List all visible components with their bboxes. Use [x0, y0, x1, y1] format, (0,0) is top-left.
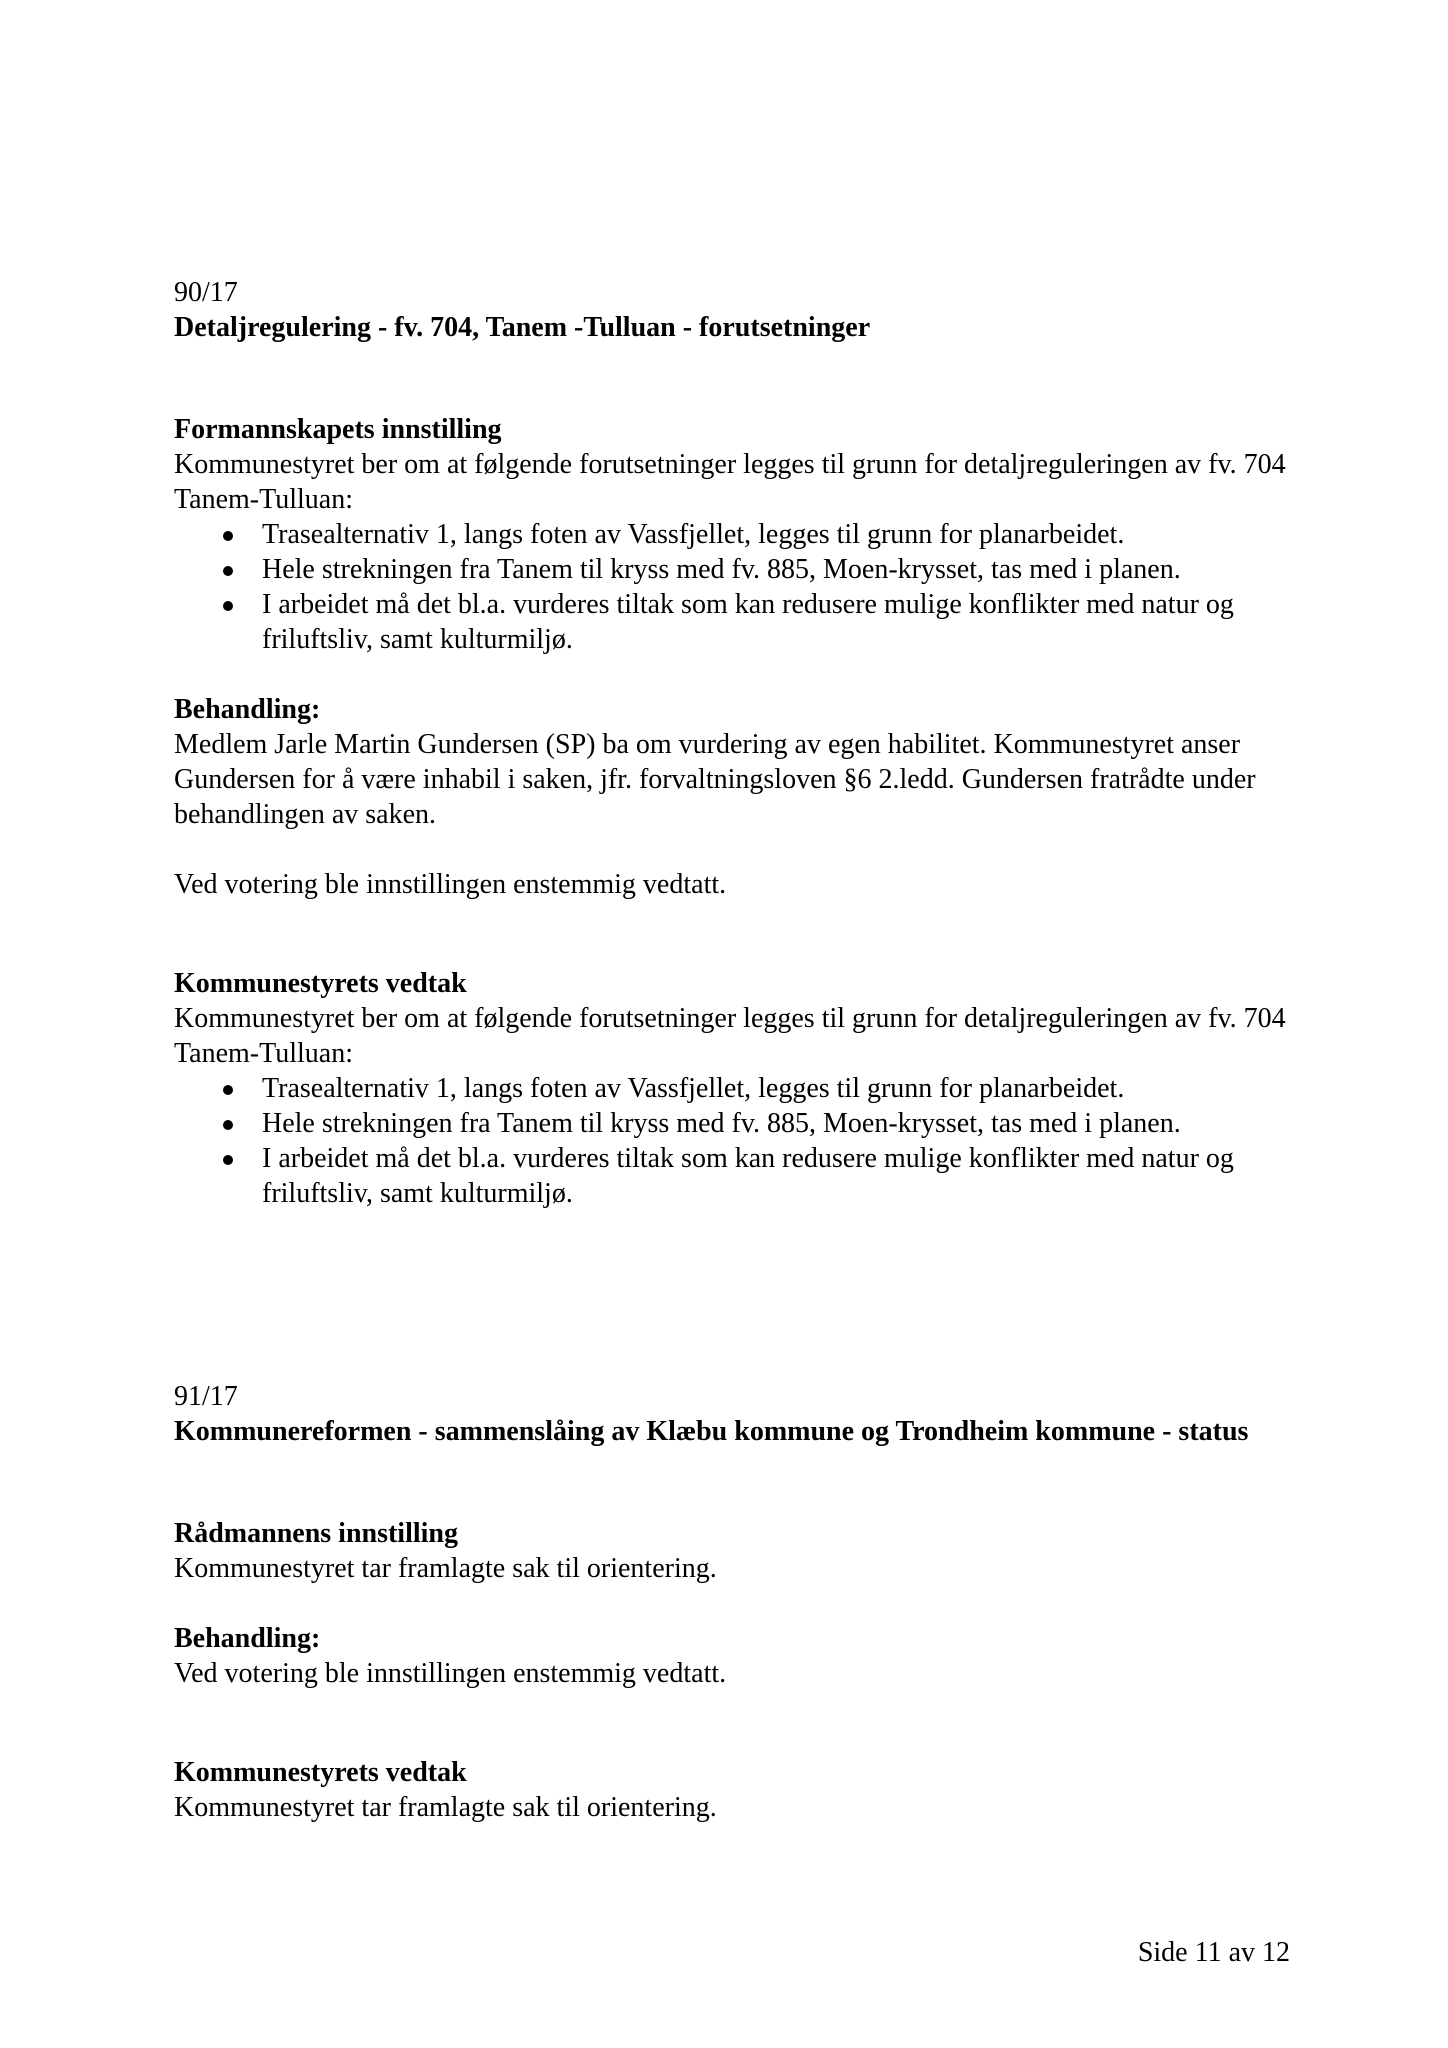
list-item: Hele strekningen fra Tanem til kryss med fv. 885, Moen-krysset, tas med i planen.: [174, 1106, 1294, 1141]
list-item: Hele strekningen fra Tanem til kryss med fv. 885, Moen-krysset, tas med i planen.: [174, 552, 1294, 587]
recommendation-text: Kommunestyret tar framlagte sak til orientering.: [174, 1553, 717, 1584]
recommendation-list: [174, 517, 1294, 657]
recommendation-section: [174, 412, 1294, 657]
treatment-heading: Behandling:: [174, 1623, 321, 1654]
decision-text: Kommunestyret tar framlagte sak til orientering.: [174, 1792, 717, 1823]
case-number: 91/17: [174, 1381, 238, 1412]
page-number: Side 11 av 12: [1137, 1937, 1290, 1968]
treatment-section: [174, 692, 1294, 902]
list-item: Trasealternativ 1, langs foten av Vassfjellet, legges til grunn for planarbeidet.: [174, 1071, 1294, 1106]
decision-heading: Kommunestyrets vedtak: [174, 1757, 467, 1788]
case-number: 90/17: [174, 277, 238, 308]
list-item: I arbeidet må det bl.a. vurderes tiltak som kan redusere mulige konflikter med natur og friluftsliv, samt kulturmiljø.: [174, 1141, 1294, 1211]
treatment-paragraph: Medlem Jarle Martin Gundersen (SP) ba om vurdering av egen habilitet. Kommunestyret anser Gundersen for å være inhabil i saken, jfr. forvaltningsloven §6 2.ledd. Gundersen fratrådte under behandlingen av saken.: [174, 729, 1256, 830]
treatment-vote: Ved votering ble innstillingen enstemmig vedtatt.: [174, 869, 727, 900]
recommendation-heading: Rådmannens innstilling: [174, 1518, 458, 1549]
decision-section: [174, 966, 1294, 1211]
decision-section: [174, 1755, 1294, 1825]
recommendation-heading: Formannskapets innstilling: [174, 414, 502, 445]
case-title: Detaljregulering - fv. 704, Tanem -Tulluan - forutsetninger: [174, 312, 871, 343]
treatment-section: [174, 1621, 1294, 1691]
case-title: Kommunereformen - sammenslåing av Klæbu kommune og Trondheim kommune - status: [174, 1416, 1249, 1447]
decision-heading: Kommunestyrets vedtak: [174, 968, 467, 999]
recommendation-intro: Kommunestyret ber om at følgende forutsetninger legges til grunn for detaljreguleringen av fv. 704 Tanem-Tulluan:: [174, 449, 1286, 515]
decision-list: [174, 1071, 1294, 1211]
case-90-17: [174, 275, 1294, 1211]
list-item: Trasealternativ 1, langs foten av Vassfjellet, legges til grunn for planarbeidet.: [174, 517, 1294, 552]
treatment-vote: Ved votering ble innstillingen enstemmig vedtatt.: [174, 1658, 727, 1689]
case-91-17: [174, 1379, 1294, 1825]
list-item: I arbeidet må det bl.a. vurderes tiltak som kan redusere mulige konflikter med natur og friluftsliv, samt kulturmiljø.: [174, 587, 1294, 657]
recommendation-section: [174, 1516, 1294, 1586]
decision-intro: Kommunestyret ber om at følgende forutsetninger legges til grunn for detaljreguleringen av fv. 704 Tanem-Tulluan:: [174, 1003, 1286, 1069]
treatment-heading: Behandling:: [174, 694, 321, 725]
page-content: [174, 275, 1294, 1825]
